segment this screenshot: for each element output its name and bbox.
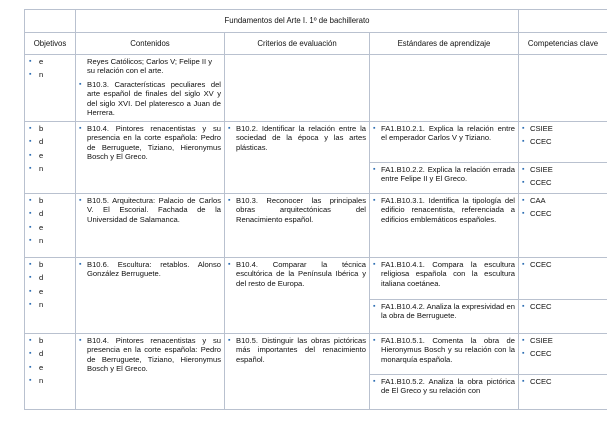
contenido-item: ▪ B10.5. Arquitectura: Palacio de Carlos V. El Escorial. Fachada de la Universidad de Salamanca. <box>79 196 221 224</box>
bullet-icon: ▪ <box>29 287 32 295</box>
criterio-item: ▪ B10.4. Comparar la técnica escultórica de la Península Ibérica y del resto de Europa. <box>228 260 366 288</box>
estandar-item: ▪ FA1.B10.2.1. Explica la relación entre el emperador Carlos V y Tiziano. <box>373 124 515 143</box>
estandares-cell <box>370 122 519 163</box>
bullet-icon: ▪ <box>373 303 376 310</box>
bullet-icon: ▪ <box>29 301 32 309</box>
bullet-icon: ▪ <box>373 197 376 204</box>
estandares-cell <box>370 375 519 410</box>
bullet-icon: ▪ <box>228 261 231 268</box>
bullet-icon: ▪ <box>522 261 525 268</box>
header-criterios: Criterios de evaluación <box>225 33 370 55</box>
bullet-icon: ▪ <box>373 166 376 173</box>
bullet-icon: ▪ <box>29 125 32 132</box>
competencias-cell <box>519 163 608 194</box>
competencias-cell <box>519 55 608 122</box>
bullet-icon: ▪ <box>29 58 32 65</box>
bullet-icon: ▪ <box>29 71 32 79</box>
bullet-icon: ▪ <box>522 210 525 218</box>
estandares-cell <box>370 194 519 258</box>
criterio-item: ▪ B10.3. Reconocer las principales obras arquitectónicas del Renacimiento español. <box>228 196 366 224</box>
table-row <box>25 122 608 163</box>
bullet-icon: ▪ <box>29 350 32 358</box>
contenido-item: ▪ B10.4. Pintores renacentistas y su presencia en la corte española: Pedro de Berruguete, Tiziano, Hieronymus Bosch y El Greco. <box>79 124 221 162</box>
objetivo-item: ▪ n <box>29 300 44 310</box>
contenido-text: Reyes Católicos; Carlos V; Felipe II y su relación con el arte. <box>87 57 213 76</box>
bullet-icon: ▪ <box>29 337 32 344</box>
table-row <box>25 258 608 300</box>
contenidos-cell <box>76 55 225 122</box>
bullet-icon: ▪ <box>29 363 32 371</box>
contenidos-cell <box>76 122 225 194</box>
competencia-item: ▪ CCEC <box>522 137 552 147</box>
bullet-icon: ▪ <box>29 274 32 282</box>
estandar-item: ▪ FA1.B10.4.1. Compara la escultura religiosa española con la escultura italiana coetánea. <box>373 260 515 288</box>
objetivo-item: ▪ d <box>29 137 44 147</box>
objetivo-item: ▪ b <box>29 124 44 133</box>
objetivo-item: ▪ b <box>29 260 44 269</box>
objetivo-item: ▪ e <box>29 286 44 296</box>
header-competencias: Competencias clave <box>519 33 608 55</box>
bullet-icon: ▪ <box>29 261 32 268</box>
table-row <box>25 194 608 258</box>
objetivo-item: ▪ d <box>29 349 44 359</box>
criterio-item: ▪ B10.2. Identificar la relación entre la sociedad de la época y las artes plásticas. <box>228 124 366 152</box>
title-blank-cell <box>519 10 608 33</box>
objetivo-item: ▪ n <box>29 376 44 386</box>
bullet-icon: ▪ <box>228 197 231 204</box>
competencia-item: ▪ CCEC <box>522 377 552 386</box>
contenido-item: ▪ B10.4. Pintores renacentistas y su presencia en la corte española: Pedro de Berruguete, Tiziano, Hieronymus Bosch y El Greco. <box>79 336 221 374</box>
bullet-icon: ▪ <box>228 125 231 132</box>
header-estandares: Estándares de aprendizaje <box>370 33 519 55</box>
bullet-icon: ▪ <box>373 337 376 344</box>
bullet-icon: ▪ <box>373 125 376 132</box>
estandares-cell <box>370 163 519 194</box>
objetivo-item: ▪ n <box>29 236 44 246</box>
contenidos-cell <box>76 258 225 334</box>
bullet-icon: ▪ <box>29 138 32 146</box>
objetivos-cell <box>25 55 76 122</box>
bullet-icon: ▪ <box>522 138 525 146</box>
bullet-icon: ▪ <box>29 151 32 159</box>
competencia-item: ▪ CCEC <box>522 302 552 311</box>
competencias-cell <box>519 300 608 334</box>
criterios-cell <box>225 334 370 410</box>
objetivo-item: ▪ e <box>29 150 44 160</box>
header-objetivos: Objetivos <box>25 33 76 55</box>
competencias-cell <box>519 375 608 410</box>
bullet-icon: ▪ <box>29 237 32 245</box>
objetivo-item: ▪ e <box>29 222 44 232</box>
objetivo-item: ▪ n <box>29 164 44 174</box>
estandar-item: ▪ FA1.B10.5.1. Comenta la obra de Hieronymus Bosch y su relación con la monarquía española. <box>373 336 515 364</box>
criterios-cell <box>225 122 370 194</box>
competencias-cell <box>519 122 608 163</box>
objetivo-item: ▪ d <box>29 209 44 219</box>
estandares-cell <box>370 300 519 334</box>
bullet-icon: ▪ <box>522 337 525 344</box>
estandares-cell <box>370 55 519 122</box>
competencia-item: ▪ CCEC <box>522 209 552 219</box>
competencia-item: ▪ CCEC <box>522 260 552 269</box>
bullet-icon: ▪ <box>522 125 525 132</box>
estandares-cell <box>370 258 519 300</box>
bullet-icon: ▪ <box>79 197 82 204</box>
bullet-icon: ▪ <box>29 377 32 385</box>
bullet-icon: ▪ <box>228 337 231 344</box>
objetivos-cell <box>25 258 76 334</box>
objetivos-cell <box>25 122 76 194</box>
objetivo-item: ▪ e <box>29 57 44 66</box>
objetivo-item: ▪ b <box>29 336 44 345</box>
competencias-cell <box>519 258 608 300</box>
criterios-cell <box>225 194 370 258</box>
objetivo-item: ▪ b <box>29 196 44 205</box>
criterio-item: ▪ B10.5. Distinguir las obras pictóricas más importantes del renacimiento español. <box>228 336 366 364</box>
estandar-item: ▪ FA1.B10.4.2. Analiza la expresividad en la obra de Berruguete. <box>373 302 515 321</box>
intro-row <box>25 55 608 122</box>
competencias-cell <box>519 334 608 375</box>
bullet-icon: ▪ <box>29 165 32 173</box>
bullet-icon: ▪ <box>522 166 525 173</box>
competencia-item: ▪ CCEC <box>522 178 552 188</box>
objetivo-item: ▪ e <box>29 362 44 372</box>
objetivos-cell <box>25 194 76 258</box>
title-blank-cell <box>25 10 76 33</box>
competencia-item: ▪ CCEC <box>522 349 552 359</box>
bullet-icon: ▪ <box>29 197 32 204</box>
competencias-cell <box>519 194 608 258</box>
curriculum-table <box>24 9 607 410</box>
estandar-item: ▪ FA1.B10.3.1. Identifica la tipología del edificio renacentista, referenciada a edificios emblemáticos españoles. <box>373 196 515 224</box>
bullet-icon: ▪ <box>522 350 525 358</box>
competencia-item: ▪ CSIEE <box>522 336 553 345</box>
objetivos-cell <box>25 334 76 410</box>
bullet-icon: ▪ <box>79 337 82 344</box>
objetivo-item: ▪ n <box>29 70 44 80</box>
bullet-icon: ▪ <box>522 197 525 204</box>
table-row <box>25 334 608 375</box>
contenidos-cell <box>76 194 225 258</box>
bullet-icon: ▪ <box>373 261 376 268</box>
bullet-icon: ▪ <box>29 210 32 218</box>
bullet-icon: ▪ <box>79 80 82 88</box>
bullet-icon: ▪ <box>79 125 82 132</box>
bullet-icon: ▪ <box>522 303 525 310</box>
estandar-item: ▪ FA1.B10.5.2. Analiza la obra pictórica de El Greco y su relación con <box>373 377 515 396</box>
contenido-item: ▪ B10.3. Características peculiares del arte español de finales del siglo XV y del siglo XVI. Del plateresco a Juan de Herrera. <box>79 79 221 118</box>
bullet-icon: ▪ <box>522 179 525 187</box>
contenidos-cell <box>76 334 225 410</box>
bullet-icon: ▪ <box>79 261 82 268</box>
criterios-cell <box>225 258 370 334</box>
document-page <box>24 9 607 439</box>
estandares-cell <box>370 334 519 375</box>
criterios-cell <box>225 55 370 122</box>
table-title: Fundamentos del Arte I. 1º de bachillerato <box>76 10 519 33</box>
bullet-icon: ▪ <box>373 378 376 385</box>
contenido-item: ▪ B10.6. Escultura: retablos. Alonso González Berruguete. <box>79 260 221 279</box>
title-row <box>25 10 608 33</box>
bullet-icon: ▪ <box>29 223 32 231</box>
estandar-item: ▪ FA1.B10.2.2. Explica la relación errada entre Felipe II y El Greco. <box>373 165 515 184</box>
header-contenidos: Contenidos <box>76 33 225 55</box>
competencia-item: ▪ CSIEE <box>522 165 553 174</box>
competencia-item: ▪ CSIEE <box>522 124 553 133</box>
competencia-item: ▪ CAA <box>522 196 546 205</box>
objetivo-item: ▪ d <box>29 273 44 283</box>
bullet-icon: ▪ <box>522 378 525 385</box>
header-row <box>25 33 608 55</box>
